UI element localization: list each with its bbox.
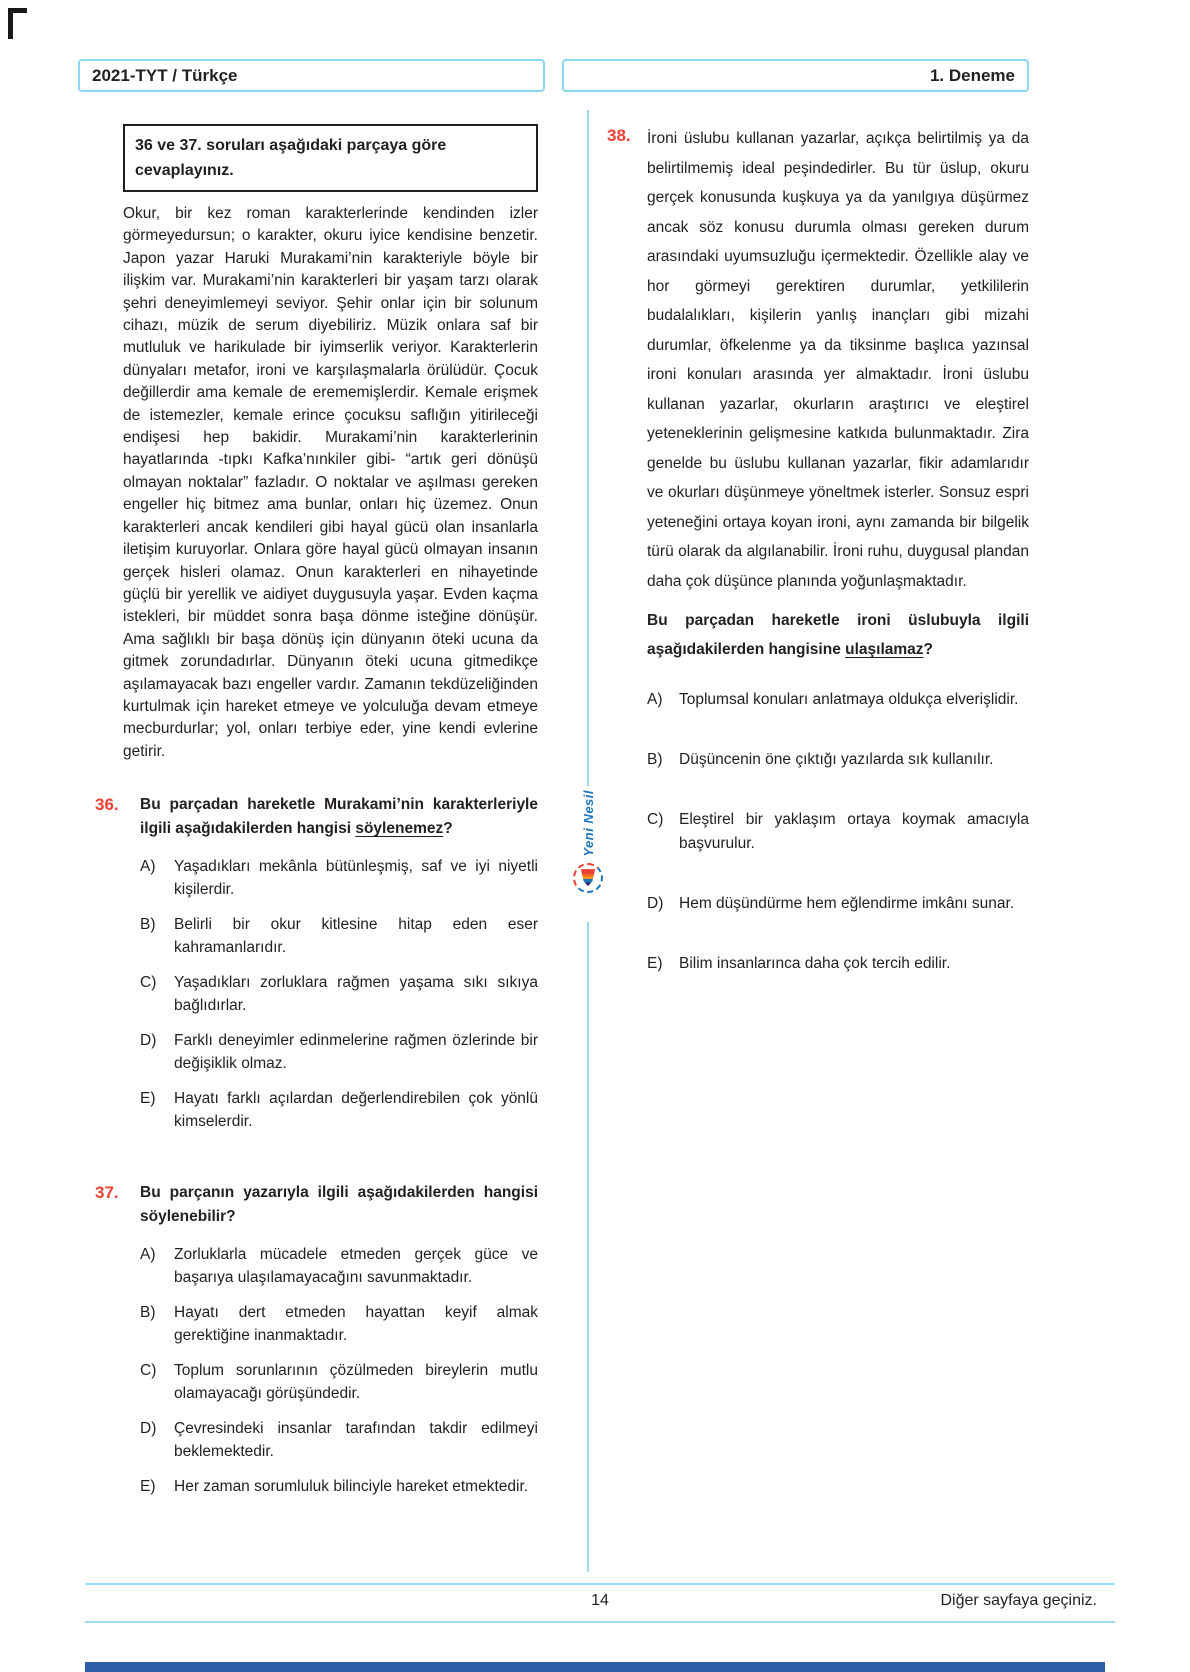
option-36-A-letter: A): [140, 858, 156, 876]
option-36-D: [140, 1029, 538, 1075]
question-36-stem-text: Bu parçadan hareketle Murakami’nin karakterleriyle ilgili aşağıdakilerden hangisi: [140, 796, 538, 838]
option-36-D-letter: D): [140, 1032, 157, 1050]
option-38-D-text: Hem düşündürme hem eğlendirme imkânı sunar.: [679, 895, 1015, 912]
question-37-options: [140, 1243, 538, 1498]
question-36-number: 36.: [95, 795, 119, 815]
option-38-A-letter: A): [647, 691, 663, 708]
option-37-E-letter: E): [140, 1478, 156, 1496]
option-36-E: [140, 1087, 538, 1133]
option-37-E-text: Her zaman sorumluluk bilinciyle hareket etmektedir.: [174, 1478, 529, 1496]
question-37-number: 37.: [95, 1183, 119, 1203]
question-38-stem-qmark: ?: [923, 641, 933, 658]
corner-scan-mark: [8, 8, 27, 39]
option-36-E-letter: E): [140, 1090, 156, 1108]
question-37-body: [140, 1181, 538, 1510]
exam-title: 1. Deneme: [929, 65, 1015, 85]
question-36-stem: [140, 793, 538, 841]
question-36: [95, 793, 538, 1145]
question-38-stem-text: Bu parçadan hareketle ironi üslubuyla ilgili aşağıdakilerden hangisine: [647, 612, 1029, 658]
course-title: 2021-TYT / Türkçe: [92, 65, 238, 85]
header-exam-box: [562, 59, 1029, 92]
question-38-stem: [647, 606, 1029, 664]
question-36-options: [140, 855, 538, 1133]
page-number: 14: [591, 1592, 609, 1609]
option-36-B-text: Belirli bir okur kitlesine hitap eden eser kahramanlarıdır.: [174, 916, 538, 957]
option-37-D: [140, 1417, 538, 1463]
option-36-B: [140, 913, 538, 959]
logo-text: Yeni Nesil: [580, 790, 596, 857]
option-38-D: [647, 892, 1029, 916]
passage-36-37: Okur, bir kez roman karakterlerinde kendinden izler görmeyedursun; o karakter, okuru iyice kendisine benzetir. Japon yazar Haruki Murakami’nin karakteriyle böyle bir ilişkim var. Murakami’nin karakterleri bir yaşam tarzı olarak şehri deneyimlemeyi seviyor. Şehir onlar için bir solunum cihazı, müzik de serum diyebiliriz. Müzik onlara saf bir mutluluk ve harikulade bir iyimserlik veriyor. Karakterlerin dünyaları metafor, ironi ve karşılaşmalarla örülüdür. Çocuk değillerdir ama kemale de erememişlerdir. Kemale erişmek de istemezler, kemale erince çocuksu saflığın yitirileceği endişesi hep bakidir. Murakami’nin karakterlerinin hayatlarında -tıpkı Kafka’nınkiler gibi- “artık geri dönüşü olmayan noktalar” fazladır. O noktalar ve aşılması gereken engeller hiç bitmez ama bunlar, onları hiç üzemez. Onun karakterleri ancak kendileri gibi hayal gücü olan insanlarla iletişim kuruyorlar. Onlara göre hayal gücü olmayan insanın gerçek hisleri olamaz. Onun karakterleri en nihayetinde güçlü bir yerellik ve aidiyet duygusuyla yaşar. Evden kaçma istekleri, bir müddet sonra başa dönme isteğine dönüşür. Ama sağlıklı bir başa dönüş için dünyanın öteki ucuna da gitmek zorundadırlar. Dünyanın öteki ucuna gitmedikçe aşılamayacak bazı engeller vardır. Zamanın tekdüzeliğinden kurtulmak için hareket etmeye ve yolculuğa devam etmeye mecburdurlar; yol, onları terbiye eder, yine kendi evlerine getirir.: [123, 205, 538, 760]
option-38-A: [647, 688, 1029, 712]
option-38-C-letter: C): [647, 811, 664, 828]
passage-38: İroni üslubu kullanan yazarlar, açıkça belirtilmiş ya da belirtilmemiş ideal peşindedirler. Bu tür üslup, okuru gerçek konusunda kuşkuya ya da yanılgıya düşürmez ancak söz konusu durumla olması gereken durum arasındaki uyumsuzluğu içermektedir. Özellikle alay ve hor görmeyi gerektiren durumlar, yetkililerin budalalıkları, kişilerin yanlış inançları gibi mizahi durumlar, öfkelenme ya da tiksinme başlıca yazınsal ironi konuları arasında yer almaktadır. İroni üslubu kullanan yazarlar, okurların araştırıcı ve eleştirel yeteneklerinin gelişmesine katkıda bulunmaktadır. Zira genelde bu üslubu kullanan yazarlar, fikir adamlarıdır ve okurları düşünmeye yöneltmek isterler. Sonsuz espri yeteneğini ortaya koyan ironi, aynı zamanda bir bilgelik türü olarak da algılanabilir. İroni ruhu, duygusal plandan daha çok düşünce planında yoğunlaşmaktadır.: [647, 130, 1029, 590]
option-38-E: [647, 952, 1029, 976]
option-37-C-letter: C): [140, 1362, 157, 1380]
question-38-body: [647, 124, 1029, 1012]
question-37-stem: [140, 1181, 538, 1229]
option-36-C: [140, 971, 538, 1017]
option-37-B-letter: B): [140, 1304, 156, 1322]
option-38-C: [647, 808, 1029, 856]
question-36-stem-qmark: ?: [443, 820, 453, 838]
option-38-E-letter: E): [647, 955, 663, 972]
right-column: [607, 124, 1029, 1012]
option-37-B: [140, 1301, 538, 1347]
option-37-A: [140, 1243, 538, 1289]
option-36-D-text: Farklı deneyimler edinmelerine rağmen özlerinde bir değişiklik olmaz.: [174, 1032, 538, 1073]
left-column: [95, 124, 538, 1510]
header-course-box: [78, 59, 545, 92]
question-36-stem-underline: söylenemez: [355, 820, 444, 838]
option-38-B-letter: B): [647, 751, 663, 768]
option-37-C: [140, 1359, 538, 1405]
option-38-B: [647, 748, 1029, 772]
option-37-A-text: Zorluklarla mücadele etmeden gerçek güce ve başarıya ulaşılamayacağını savunmaktadır.: [174, 1246, 538, 1287]
question-36-body: [140, 793, 538, 1145]
option-37-D-text: Çevresindeki insanlar tarafından takdir edilmeyi beklemektedir.: [174, 1420, 538, 1461]
next-page-edge-bar: [85, 1662, 1105, 1672]
option-38-C-text: Eleştirel bir yaklaşım ortaya koymak amacıyla başvurulur.: [679, 811, 1029, 852]
option-37-B-text: Hayatı dert etmeden hayattan keyif almak gerektiğine inanmaktadır.: [174, 1304, 538, 1345]
option-37-C-text: Toplum sorunlarının çözülmeden bireylerin mutlu olamayacağı görüşündedir.: [174, 1362, 538, 1403]
instruction-text: 36 ve 37. soruları aşağıdaki parçaya göre cevaplayınız.: [135, 137, 447, 179]
option-36-C-text: Yaşadıkları zorluklara rağmen yaşama sıkı sıkıya bağlıdırlar.: [174, 974, 538, 1015]
question-38: [607, 124, 1029, 1012]
yeni-nesil-logo-icon: [573, 863, 603, 893]
option-37-D-letter: D): [140, 1420, 157, 1438]
option-38-E-text: Bilim insanlarınca daha çok tercih edilir.: [679, 955, 951, 972]
option-37-E: [140, 1475, 538, 1498]
footer-divider-top: [85, 1583, 1115, 1585]
option-36-A: [140, 855, 538, 901]
option-38-D-letter: D): [647, 895, 664, 912]
question-38-stem-underline: ulaşılamaz: [845, 641, 924, 658]
question-38-number: 38.: [607, 126, 631, 145]
option-36-A-text: Yaşadıkları mekânla bütünleşmiş, saf ve iyi niyetli kişilerdir.: [174, 858, 538, 899]
option-38-A-text: Toplumsal konuları anlatmaya oldukça elverişlidir.: [679, 691, 1019, 708]
yeni-nesil-logo: [569, 786, 607, 922]
footer-divider-bottom: [85, 1621, 1115, 1623]
option-36-C-letter: C): [140, 974, 157, 992]
option-38-B-text: Düşüncenin öne çıktığı yazılarda sık kullanılır.: [679, 751, 994, 768]
question-37: [95, 1181, 538, 1510]
question-38-options: [647, 688, 1029, 976]
logo-drop-icon: [580, 869, 596, 886]
next-page-note: Diğer sayfaya geçiniz.: [940, 1592, 1097, 1609]
option-36-B-letter: B): [140, 916, 156, 934]
option-37-A-letter: A): [140, 1246, 156, 1264]
instruction-box: [123, 124, 538, 192]
option-36-E-text: Hayatı farklı açılardan değerlendirebilen çok yönlü kimselerdir.: [174, 1090, 538, 1131]
question-37-stem-text: Bu parçanın yazarıyla ilgili aşağıdakilerden hangisi söylenebilir?: [140, 1184, 538, 1226]
